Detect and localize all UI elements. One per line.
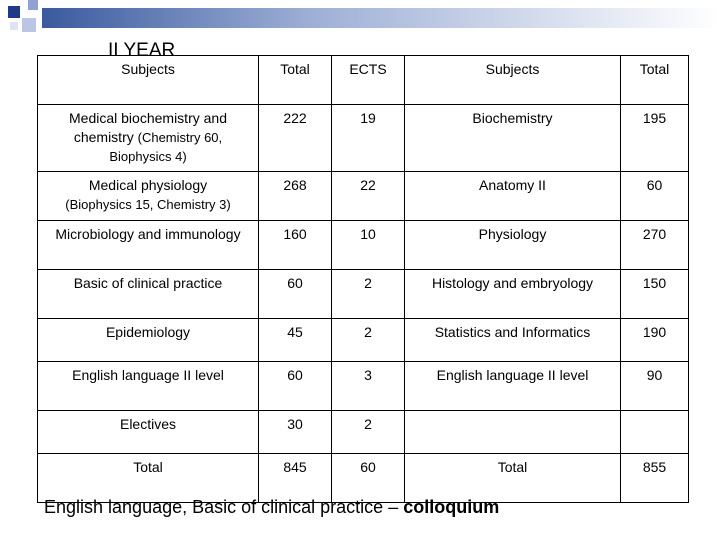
- table-row: [38, 105, 689, 172]
- total-b-cell: 60: [621, 172, 689, 221]
- subject-cell: Electives: [38, 411, 259, 454]
- subject-b-cell: [405, 411, 621, 454]
- subject-b-cell: Physiology: [405, 221, 621, 270]
- total-cell: 45: [259, 319, 332, 362]
- total-b-cell: 195: [621, 105, 689, 172]
- header-ects: ECTS: [332, 56, 405, 105]
- table-total-row: [38, 454, 689, 503]
- total-cell: 222: [259, 105, 332, 172]
- ects-cell: 3: [332, 362, 405, 411]
- subject-cell: [38, 172, 259, 221]
- subject-b-cell: Anatomy II: [405, 172, 621, 221]
- total-cell: 60: [259, 270, 332, 319]
- header-subjects-a: Subjects: [38, 56, 259, 105]
- ects-cell: 2: [332, 411, 405, 454]
- subject-cell: English language II level: [38, 362, 259, 411]
- footer-bold: colloquium: [403, 497, 500, 517]
- total-b-cell: 855: [621, 454, 689, 503]
- curriculum-table: [37, 55, 689, 503]
- subject-note: (Chemistry 60, Biophysics 4): [109, 130, 223, 164]
- corner-square-mid: [28, 0, 38, 10]
- header-total-b: Total: [621, 56, 689, 105]
- subject-cell: [38, 105, 259, 172]
- subject-cell: Microbiology and immunology: [38, 221, 259, 270]
- subject-cell: Basic of clinical practice: [38, 270, 259, 319]
- table-row: [38, 221, 689, 270]
- total-cell: 30: [259, 411, 332, 454]
- total-b-cell: 90: [621, 362, 689, 411]
- table-row: [38, 270, 689, 319]
- total-cell: 60: [259, 362, 332, 411]
- table-header-row: [38, 56, 689, 105]
- subject-b-cell: English language II level: [405, 362, 621, 411]
- subject-name: Medical physiology: [88, 177, 208, 193]
- ects-cell: 10: [332, 221, 405, 270]
- ects-cell: 60: [332, 454, 405, 503]
- corner-square-dark: [8, 6, 20, 18]
- header-gradient-bar: [42, 8, 720, 28]
- header-total-a: Total: [259, 56, 332, 105]
- subject-cell: Total: [38, 454, 259, 503]
- corner-square-small: [10, 22, 18, 30]
- total-b-cell: 190: [621, 319, 689, 362]
- total-cell: 845: [259, 454, 332, 503]
- table-row: [38, 172, 689, 221]
- total-b-cell: 270: [621, 221, 689, 270]
- subject-b-cell: Histology and embryology: [405, 270, 621, 319]
- table-row: [38, 362, 689, 411]
- footer-note: [44, 497, 499, 518]
- table-row: [38, 411, 689, 454]
- total-b-cell: 150: [621, 270, 689, 319]
- total-b-cell: [621, 411, 689, 454]
- subject-b-cell: Total: [405, 454, 621, 503]
- ects-cell: 2: [332, 270, 405, 319]
- subject-cell: Epidemiology: [38, 319, 259, 362]
- page-title: II YEAR: [108, 40, 176, 61]
- total-cell: 160: [259, 221, 332, 270]
- ects-cell: 22: [332, 172, 405, 221]
- ects-cell: 2: [332, 319, 405, 362]
- ects-cell: 19: [332, 105, 405, 172]
- subject-note: (Biophysics 15, Chemistry 3): [65, 197, 231, 212]
- header-subjects-b: Subjects: [405, 56, 621, 105]
- table-row: [38, 319, 689, 362]
- footer-text: English language, Basic of clinical practice –: [44, 497, 404, 517]
- subject-name: Medical biochemistry and chemistry: [69, 110, 227, 145]
- subject-b-cell: Biochemistry: [405, 105, 621, 172]
- total-cell: 268: [259, 172, 332, 221]
- subject-b-cell: Statistics and Informatics: [405, 319, 621, 362]
- corner-square-light: [22, 18, 36, 32]
